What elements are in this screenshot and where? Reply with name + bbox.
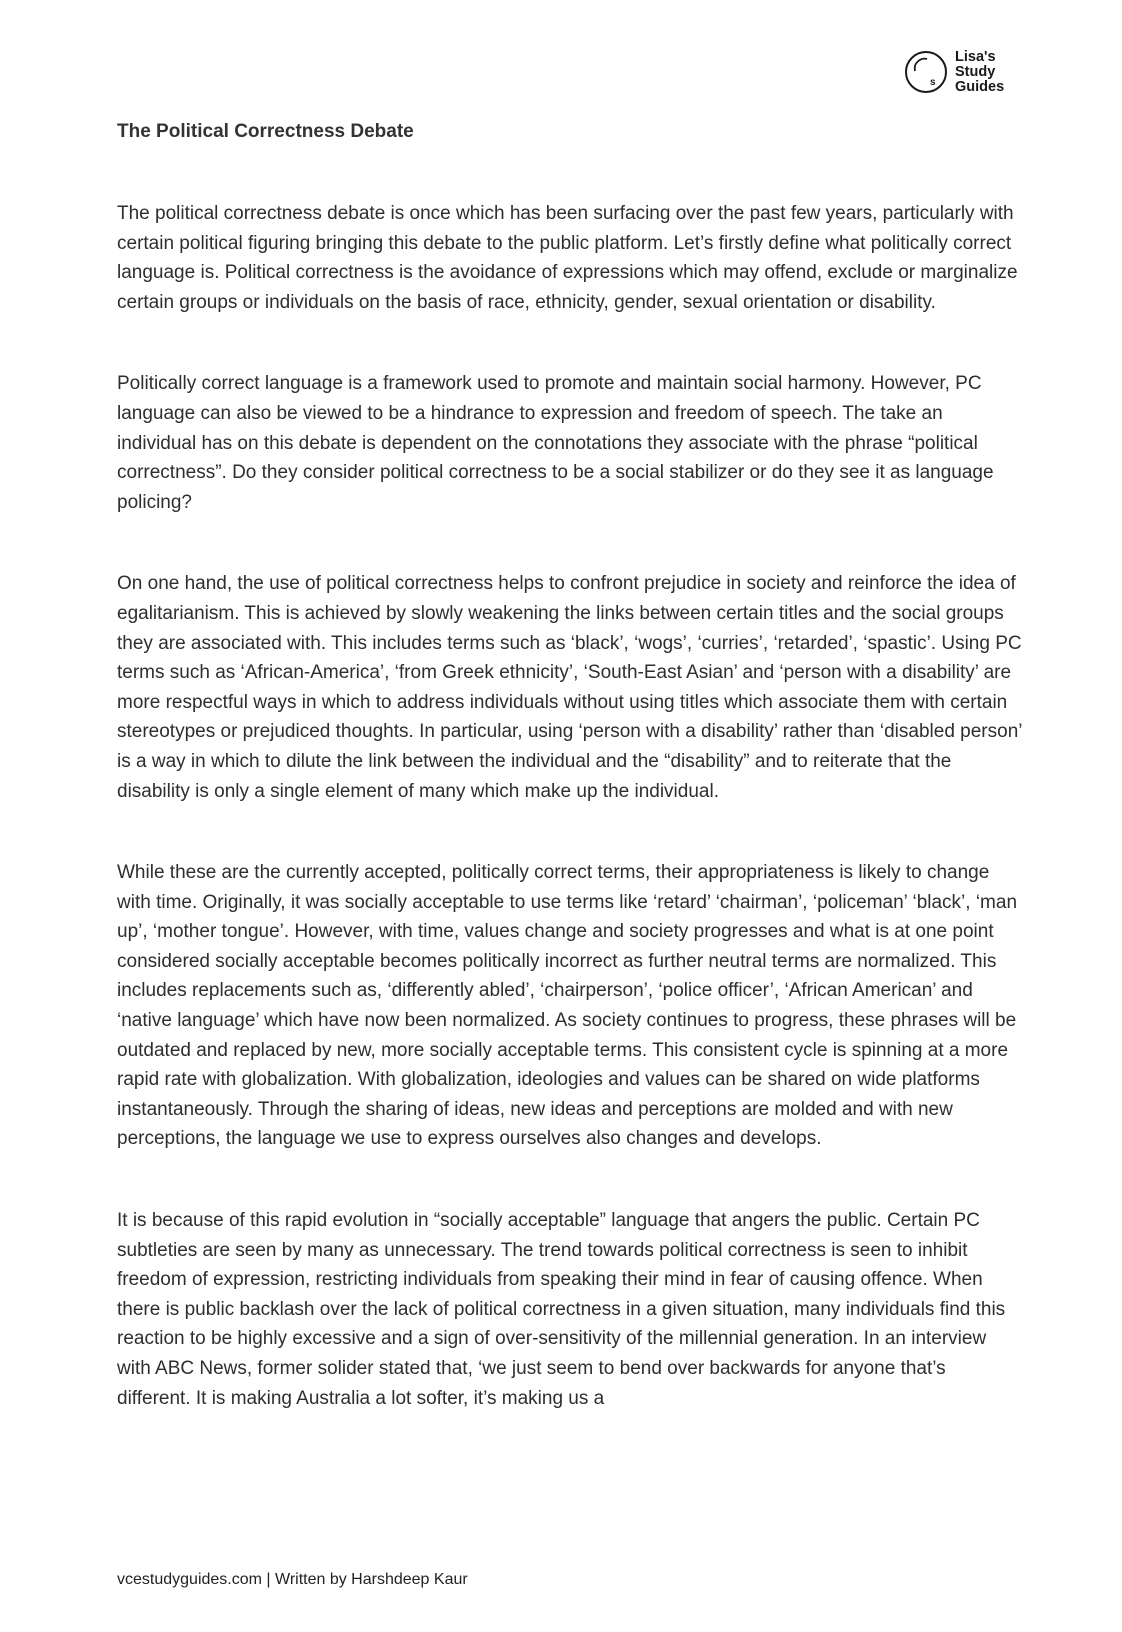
brand-logo: [903, 49, 1004, 95]
paragraph-2: Politically correct language is a framework used to promote and maintain social harmony. However, PC language can also be viewed to be a hindrance to expression and freedom of speech. The take an individual has on this debate is dependent on the connotations they associate with the phrase “political correctness”. Do they consider political correctness to be a social stabilizer or do they see it as language policing?: [117, 373, 994, 513]
document-title: The Political Correctness Debate: [117, 121, 414, 142]
document-body: [117, 199, 1022, 1465]
paragraph-4: While these are the currently accepted, politically correct terms, their appropriateness is likely to change with time. Originally, it was socially acceptable to use terms like ‘retard’ ‘chairman’, ‘policeman’ ‘black’, ‘man up’, ‘mother tongue’. However, with time, values change and society progresses and what is at one point considered socially acceptable becomes politically incorrect as further neutral terms are normalized. This includes replacements such as, ‘differently abled’, ‘chairperson’, ‘police officer’, ‘African American’ and ‘native language’ which have now been normalized. As society continues to progress, these phrases will be outdated and replaced by new, more socially acceptable terms. This consistent cycle is spinning at a more rapid rate with globalization. With globalization, ideologies and values can be shared on wide platforms instantaneously. Through the sharing of ideas, new ideas and perceptions are molded and with new perceptions, the language we use to express ourselves also changes and develops.: [117, 862, 1018, 1150]
page-footer: vcestudyguides.com | Written by Harshdeep Kaur: [117, 1571, 468, 1588]
logo-mark-letter: s: [930, 77, 936, 88]
logo-circle-icon: [903, 49, 949, 95]
paragraph-3: On one hand, the use of political correctness helps to confront prejudice in society and reinforce the idea of egalitarianism. This is achieved by slowly weakening the links between certain titles and the social groups they are associated with. This includes terms such as ‘black’, ‘wogs’, ‘curries’, ‘retarded’, ‘spastic’. Using PC terms such as ‘African-America’, ‘from Greek ethnicity’, ‘South-East Asian’ and ‘person with a disability’ are more respectful ways in which to address individuals without using titles which associate them with certain stereotypes or prejudiced thoughts. In particular, using ‘person with a disability’ rather than ‘disabled person’ is a way in which to dilute the link between the individual and the “disability” and to reiterate that the disability is only a single element of many which make up the individual.: [117, 573, 1022, 802]
logo-line-1: Lisa's: [955, 48, 996, 65]
logo-line-3: Guides: [955, 78, 1005, 95]
logo-wordmark: [955, 50, 1004, 95]
paragraph-1: The political correctness debate is once which has been surfacing over the past few years, particularly with certain political figuring bringing this debate to the public platform. Let’s firstly define what politically correct language is. Political correctness is the avoidance of expressions which may offend, exclude or marginalize certain groups or individuals on the basis of race, ethnicity, gender, sexual orientation or disability.: [117, 203, 1018, 313]
logo-line-2: Study: [955, 63, 996, 80]
paragraph-5: It is because of this rapid evolution in “socially acceptable” language that angers the public. Certain PC subtleties are seen by many as unnecessary. The trend towards political correctness is seen to inhibit freedom of expression, restricting individuals from speaking their mind in fear of causing offence. When there is public backlash over the lack of political correctness in a given situation, many individuals find this reaction to be highly excessive and a sign of over-sensitivity of the millennial generation. In an interview with ABC News, former solider stated that, ‘we just seem to bend over backwards for anyone that’s different. It is making Australia a lot softer, it’s making us a: [117, 1210, 1006, 1409]
